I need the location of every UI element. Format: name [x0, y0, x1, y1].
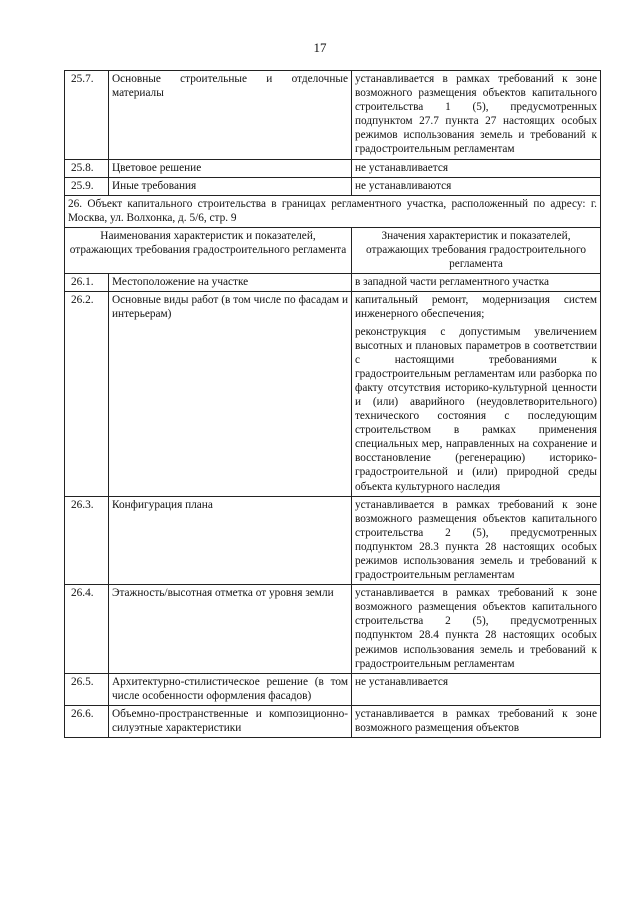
header-left: Наименования характеристик и показателей, отражающих требования градостроительного регламента [65, 227, 352, 273]
row-name: Конфигурация плана [109, 496, 352, 585]
header-right: Значения характеристик и показателей, отражающих требования градостроительного регламента [352, 227, 601, 273]
row-value: устанавливается в рамках требований к зоне возможного размещения объектов капитального строительства 1 (5), предусмотренных подпунктом 27.7 пункта 27 настоящих особых режимов использования земель и требований к градостроительным регламентам [352, 71, 601, 160]
row-value [352, 585, 601, 674]
table-row [65, 673, 601, 705]
row-number: 26.3. [65, 496, 109, 585]
value-paragraph: реконструкция с допустимым увеличением высотных и плановых параметров в соответствии с настоящими требованиями к градостроительным регламентам или разборка по факту отсутствия историко-культурной ценности и (или) аварийного (неудовлетворительного) технического состояния с последующим строительством в рамках применения специальных мер, направленных на сохранение и восстановление (регенерацию) историко-градостроительной и (или) природной среды объекта культурного наследия [355, 325, 597, 493]
row-name: Основные виды работ (в том числе по фасадам и интерьерам) [109, 292, 352, 496]
header-row [65, 227, 601, 273]
row-name: Этажность/высотная отметка от уровня земли [109, 585, 352, 674]
row-name: Архитектурно-стилистическое решение (в том числе особенности оформления фасадов) [109, 673, 352, 705]
table-row [65, 159, 601, 177]
row-number: 26.6. [65, 705, 109, 737]
table-row [65, 705, 601, 737]
value-paragraph: устанавливается в рамках требований к зоне возможного размещения объектов [355, 707, 597, 735]
row-number: 26.1. [65, 274, 109, 292]
row-number: 26.5. [65, 673, 109, 705]
row-name: Основные строительные и отделочные материалы [109, 71, 352, 160]
table-row [65, 585, 601, 674]
value-paragraph: устанавливается в рамках требований к зоне возможного размещения объектов капитального строительства 2 (5), предусмотренных подпунктом 28.4 пункта 28 настоящих особых режимов использования земель и требований к градостроительным регламентам [355, 587, 597, 670]
table-row [65, 496, 601, 585]
table-row [65, 292, 601, 496]
row-value [352, 705, 601, 737]
value-paragraph: устанавливается в рамках требований к зоне возможного размещения объектов капитального строительства 2 (5), предусмотренных подпунктом 28.3 пункта 28 настоящих особых режимов использования земель и требований к градостроительным регламентам [355, 498, 597, 582]
value-paragraph: в западной части регламентного участка [355, 276, 550, 289]
value-paragraph: капитальный ремонт, модернизация систем инженерного обеспечения; [355, 294, 597, 321]
row-number: 25.7. [65, 71, 109, 160]
section-title-row [65, 195, 601, 227]
row-name: Местоположение на участке [109, 274, 352, 292]
row-value: не устанавливается [352, 159, 601, 177]
row-number: 26.4. [65, 585, 109, 674]
row-value [352, 496, 601, 585]
value-paragraph: не устанавливается [355, 675, 449, 688]
regulation-table [64, 70, 601, 738]
row-value: не устанавливаются [352, 177, 601, 195]
row-name: Цветовое решение [109, 159, 352, 177]
row-number: 25.9. [65, 177, 109, 195]
table-row [65, 71, 601, 160]
table-row [65, 274, 601, 292]
row-value [352, 673, 601, 705]
row-name: Иные требования [109, 177, 352, 195]
table-row [65, 177, 601, 195]
section-title: 26. Объект капитального строительства в границах регламентного участка, расположенный по адресу: г. Москва, ул. Волхонка, д. 5/6, стр. 9 [65, 195, 601, 227]
row-number: 26.2. [65, 292, 109, 496]
row-name: Объемно-пространственные и композиционно-силуэтные характеристики [109, 705, 352, 737]
page-number: 17 [313, 40, 327, 55]
row-number: 25.8. [65, 159, 109, 177]
row-value [352, 292, 601, 496]
row-value [352, 274, 601, 292]
